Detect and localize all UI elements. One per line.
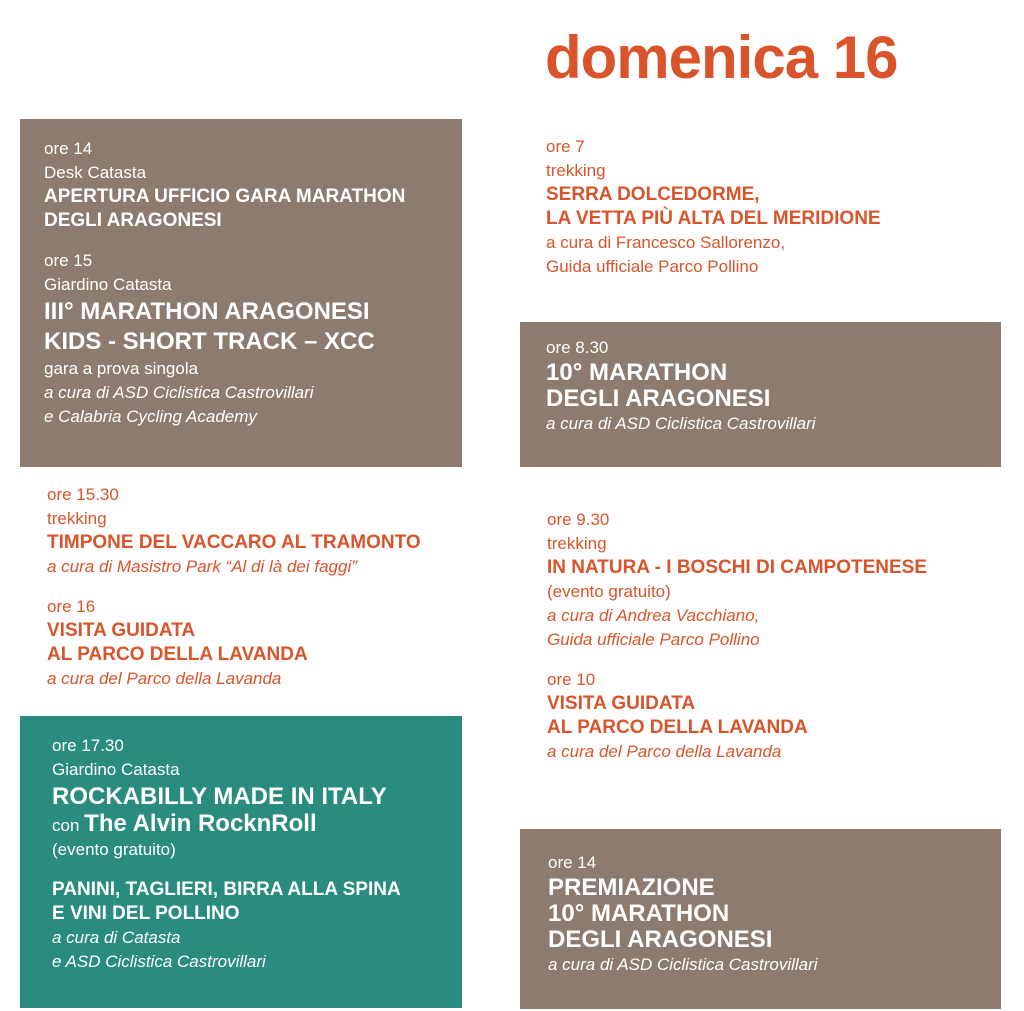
event-credits: a cura di Masistro Park “Al di là dei faggi” (47, 557, 357, 576)
event-type: trekking (47, 509, 107, 528)
event-free-note: (evento gratuito) (52, 840, 176, 859)
event-place: Giardino Catasta (44, 275, 172, 294)
event-title: KIDS - SHORT TRACK – XCC (44, 328, 375, 355)
event-type: trekking (546, 161, 606, 180)
event-credits: a cura di ASD Ciclistica Castrovillari (546, 414, 816, 433)
event-title: PREMIAZIONE (548, 874, 715, 901)
event-title: DEGLI ARAGONESI (546, 385, 771, 412)
event-type: trekking (547, 534, 607, 553)
food-note: PANINI, TAGLIERI, BIRRA ALLA SPINA (52, 879, 401, 900)
event-box-left-1 (20, 119, 462, 467)
event-title: 10° MARATHON (546, 359, 728, 386)
event-place: Giardino Catasta (52, 760, 180, 779)
event-title: APERTURA UFFICIO GARA MARATHON (44, 186, 406, 207)
event-subtitle: gara a prova singola (44, 359, 199, 378)
event-place: Desk Catasta (44, 163, 147, 182)
event-credits: a cura di Catasta (52, 928, 181, 947)
event-performer (52, 812, 430, 838)
event-title: III° MARATHON ARAGONESI (44, 298, 370, 325)
event-time: ore 15.30 (47, 485, 119, 504)
event-time: ore 17.30 (52, 736, 124, 755)
event-title: DEGLI ARAGONESI (44, 210, 222, 231)
event-credits: a cura del Parco della Lavanda (47, 669, 282, 688)
event-time: ore 9.30 (547, 510, 610, 529)
event-time: ore 16 (47, 597, 96, 616)
event-time: ore 8.30 (546, 338, 609, 357)
event-list-left (47, 483, 467, 691)
food-note: E VINI DEL POLLINO (52, 903, 240, 924)
event-title: TIMPONE DEL VACCARO AL TRAMONTO (47, 532, 421, 553)
event-title: AL PARCO DELLA LAVANDA (547, 717, 808, 738)
event-credits: Guida ufficiale Parco Pollino (547, 630, 760, 649)
event-title: DEGLI ARAGONESI (548, 926, 773, 953)
event-title: VISITA GUIDATA (547, 693, 696, 714)
event-title: ROCKABILLY MADE IN ITALY (52, 783, 387, 810)
event-credits: a cura di Francesco Sallorenzo, (546, 233, 786, 252)
event-box-left-2 (20, 716, 462, 1008)
event-credits: a cura di Andrea Vacchiano, (547, 606, 760, 625)
event-time: ore 10 (547, 670, 596, 689)
event-list-right (547, 508, 1007, 764)
event-time: ore 15 (44, 251, 93, 270)
event-title: SERRA DOLCEDORME, (546, 184, 760, 205)
event-title: LA VETTA PIÙ ALTA DEL MERIDIONE (546, 208, 881, 229)
event-title: VISITA GUIDATA (47, 620, 196, 641)
page-title: domenica 16 (545, 24, 898, 91)
event-free-note: (evento gratuito) (547, 582, 671, 601)
event-title: 10° MARATHON (548, 900, 730, 927)
event-credits: a cura di ASD Ciclistica Castrovillari (548, 955, 818, 974)
event-credits: e ASD Ciclistica Castrovillari (52, 952, 266, 971)
performer-prefix: con (52, 816, 80, 835)
event-title: AL PARCO DELLA LAVANDA (47, 644, 308, 665)
event-time: ore 14 (44, 139, 93, 158)
event-credits: a cura del Parco della Lavanda (547, 742, 782, 761)
performer-name: The Alvin RocknRoll (84, 810, 317, 837)
event-time: ore 14 (548, 853, 597, 872)
event-box-right-2 (520, 829, 1001, 1009)
event-credits: a cura di ASD Ciclistica Castrovillari (44, 383, 314, 402)
event-right-1 (546, 135, 1006, 279)
event-credits: Guida ufficiale Parco Pollino (546, 257, 759, 276)
event-box-right-1 (520, 322, 1001, 467)
event-time: ore 7 (546, 137, 585, 156)
event-title: IN NATURA - I BOSCHI DI CAMPOTENESE (547, 557, 928, 578)
event-credits: e Calabria Cycling Academy (44, 407, 257, 426)
